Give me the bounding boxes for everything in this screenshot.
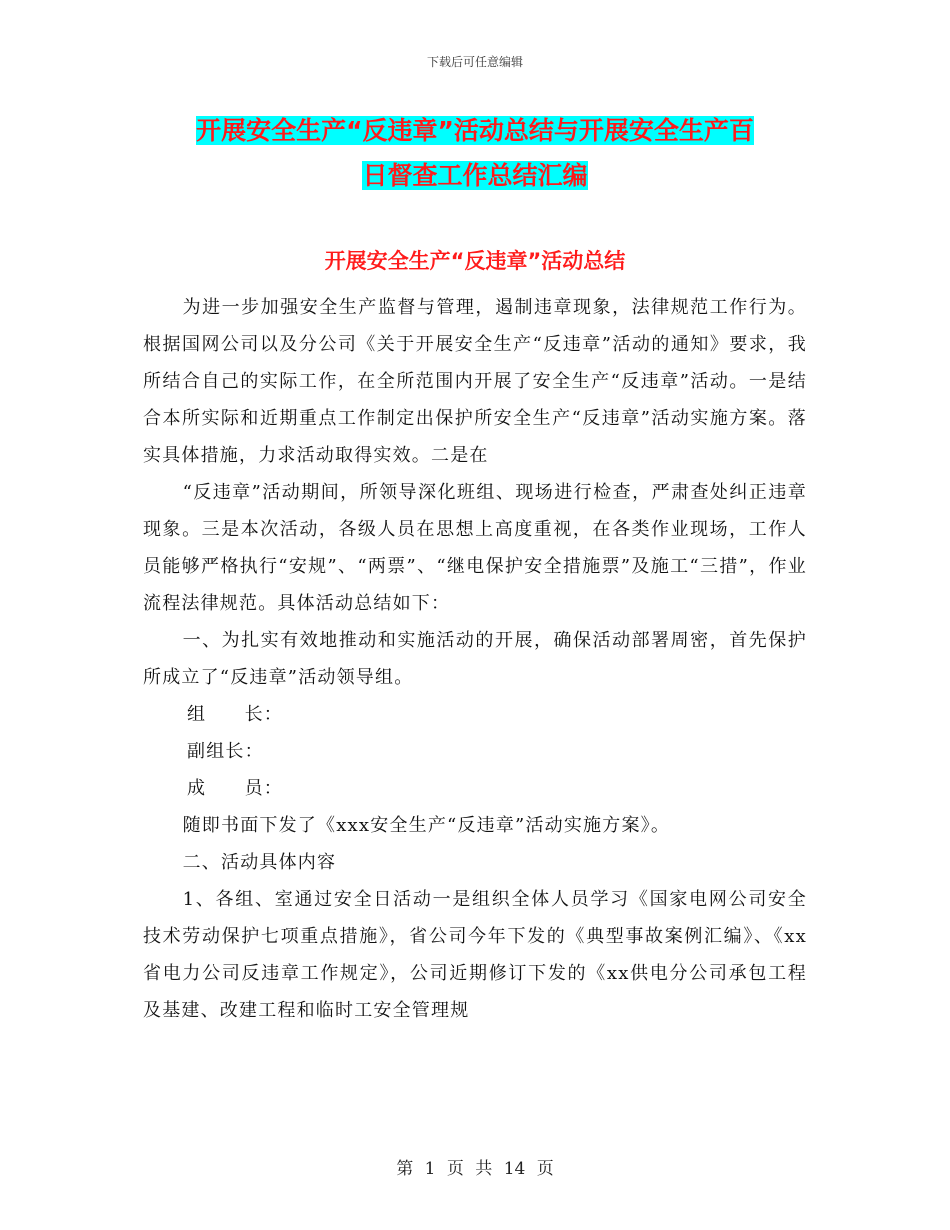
page-header-note: 下载后可任意编辑 <box>426 55 523 69</box>
document-title-line1: 开展安全生产“反违章”活动总结与开展安全生产百 <box>196 116 754 145</box>
deputy-leader-line: 副组长： <box>187 741 264 762</box>
document-title-line2: 日督查工作总结汇编 <box>362 161 588 190</box>
section-heading: 二、活动具体内容 <box>182 852 337 873</box>
document-body <box>143 289 807 1029</box>
page-number: 第 1 页 共 14 页 <box>396 1159 554 1179</box>
group-leader-line: 组 长： <box>187 704 283 725</box>
section-title: 开展安全生产“反违章”活动总结 <box>324 249 626 273</box>
body-paragraph: 为进一步加强安全生产监督与管理，遏制违章现象，法律规范工作行为。根据国网公司以及分公司《关于开展安全生产“反违章”活动的通知》要求，我所结合自己的实际工作，在全所范围内开展了安全生产“反违章”活动。一是结合本所实际和近期重点工作制定出保护所安全生产“反违章”活动实施方案。落实具体措施，力求活动取得实效。二是在 <box>143 297 807 466</box>
group-member-line: 成 员： <box>187 778 283 799</box>
document-title <box>143 108 807 198</box>
body-paragraph: “反违章”活动期间，所领导深化班组、现场进行检查，严肃查处纠正违章现象。三是本次活动，各级人员在思想上高度重视，在各类作业现场，工作人员能够严格执行“安规”、“两票”、“继电保护安全措施票”及施工“三措”，作业流程法律规范。具体活动总结如下： <box>143 482 807 614</box>
body-paragraph: 一、为扎实有效地推动和实施活动的开展，确保活动部署周密，首先保护所成立了“反违章”活动领导组。 <box>143 630 807 688</box>
body-paragraph: 随即书面下发了《xxx安全生产“反违章”活动实施方案》。 <box>182 815 671 836</box>
body-paragraph: 1、各组、室通过安全日活动一是组织全体人员学习《国家电网公司安全技术劳动保护七项重点措施》，省公司今年下发的《典型事故案例汇编》、《xx省电力公司反违章工作规定》，公司近期修订下发的《xx供电分公司承包工程及基建、改建工程和临时工安全管理规 <box>143 889 807 1021</box>
